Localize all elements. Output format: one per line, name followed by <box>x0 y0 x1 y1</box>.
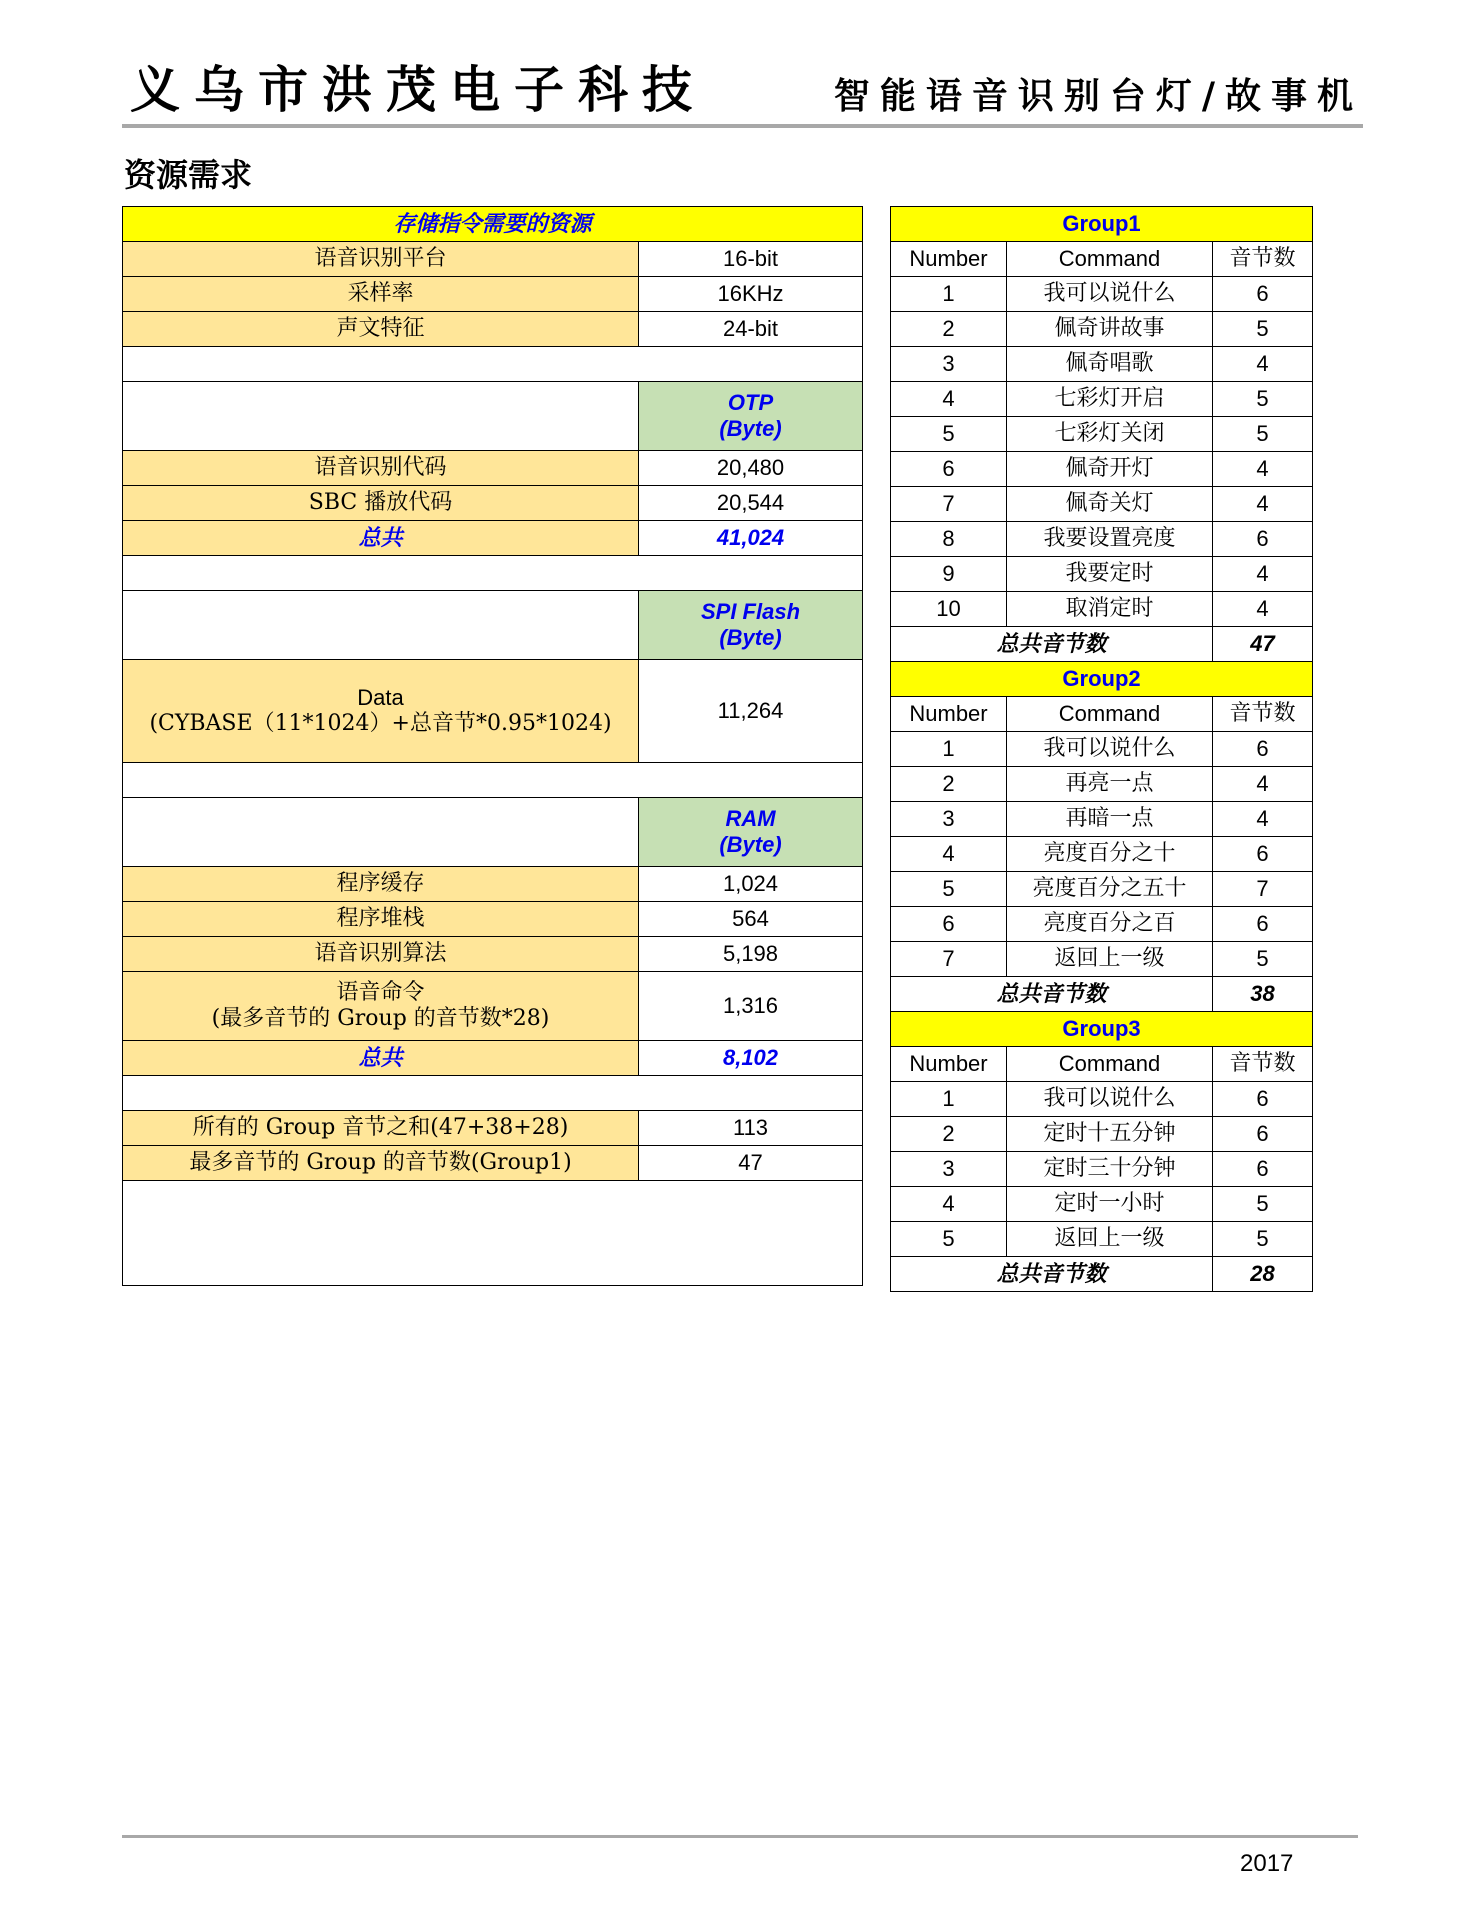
command-syllables: 6 <box>1213 907 1313 942</box>
spi-header-unit: (Byte) <box>719 625 782 650</box>
spi-data-formula: (CYBASE（11*1024）+总音节*0.95*1024) <box>149 711 612 736</box>
group-title: Group1 <box>891 207 1313 242</box>
command-number: 7 <box>891 487 1007 522</box>
group-total-label: 总共音节数 <box>891 627 1213 662</box>
voice-command-label <box>123 972 639 1041</box>
command-text: 我可以说什么 <box>1007 1082 1213 1117</box>
table-row <box>891 277 1313 312</box>
command-syllables: 4 <box>1213 592 1313 627</box>
table-row <box>891 767 1313 802</box>
ram-total-value: 8,102 <box>639 1041 863 1076</box>
blank-area-row <box>123 1181 863 1286</box>
spacer-row <box>123 347 863 382</box>
row-label: 语音识别算法 <box>123 937 639 972</box>
table-row <box>891 942 1313 977</box>
command-number: 5 <box>891 872 1007 907</box>
command-syllables: 4 <box>1213 767 1313 802</box>
command-text: 亮度百分之五十 <box>1007 872 1213 907</box>
otp-total-row <box>123 521 863 556</box>
command-syllables: 4 <box>1213 347 1313 382</box>
command-number: 1 <box>891 1082 1007 1117</box>
otp-total-label: 总共 <box>123 521 639 556</box>
group-title: Group2 <box>891 662 1313 697</box>
otp-header-title: OTP <box>727 390 774 415</box>
command-number: 2 <box>891 1117 1007 1152</box>
command-text: 返回上一级 <box>1007 942 1213 977</box>
command-text: 定时三十分钟 <box>1007 1152 1213 1187</box>
command-number: 3 <box>891 347 1007 382</box>
command-syllables: 6 <box>1213 732 1313 767</box>
group-header-row <box>891 242 1313 277</box>
command-text: 再亮一点 <box>1007 767 1213 802</box>
voice-command-row <box>123 972 863 1041</box>
header-command: Command <box>1007 242 1213 277</box>
max-group-value: 47 <box>639 1146 863 1181</box>
header-command: Command <box>1007 697 1213 732</box>
table-row <box>891 592 1313 627</box>
command-number: 5 <box>891 1222 1007 1257</box>
spacer-row <box>123 1076 863 1111</box>
header-syllables: 音节数 <box>1213 242 1313 277</box>
command-number: 10 <box>891 592 1007 627</box>
command-text: 佩奇唱歌 <box>1007 347 1213 382</box>
table-row <box>891 382 1313 417</box>
row-label: 声文特征 <box>123 312 639 347</box>
spi-data-label <box>123 660 639 763</box>
table-row <box>891 802 1313 837</box>
command-text: 佩奇关灯 <box>1007 487 1213 522</box>
spi-header-title: SPI Flash <box>700 599 801 624</box>
row-value: 20,544 <box>639 486 863 521</box>
table-row <box>123 1146 863 1181</box>
header-syllables: 音节数 <box>1213 697 1313 732</box>
command-number: 3 <box>891 802 1007 837</box>
row-label: SBC 播放代码 <box>123 486 639 521</box>
command-syllables: 6 <box>1213 1117 1313 1152</box>
ram-total-label: 总共 <box>123 1041 639 1076</box>
footer-divider <box>122 1835 1358 1838</box>
command-syllables: 5 <box>1213 942 1313 977</box>
ram-header-title: RAM <box>725 806 776 831</box>
command-text: 定时十五分钟 <box>1007 1117 1213 1152</box>
command-syllables: 4 <box>1213 487 1313 522</box>
group-total-row <box>891 1257 1313 1292</box>
command-number: 2 <box>891 312 1007 347</box>
command-number: 8 <box>891 522 1007 557</box>
group-title-row <box>891 207 1313 242</box>
command-syllables: 6 <box>1213 1152 1313 1187</box>
table-row <box>891 1117 1313 1152</box>
spacer-row <box>123 763 863 798</box>
ram-total-row <box>123 1041 863 1076</box>
spi-header-row <box>123 591 863 660</box>
command-syllables: 6 <box>1213 837 1313 872</box>
row-value: 16KHz <box>639 277 863 312</box>
command-number: 2 <box>891 767 1007 802</box>
command-text: 亮度百分之百 <box>1007 907 1213 942</box>
command-syllables: 4 <box>1213 802 1313 837</box>
command-syllables: 5 <box>1213 312 1313 347</box>
table-row <box>891 1187 1313 1222</box>
footer-year: 2017 <box>1240 1850 1294 1877</box>
table-row <box>891 522 1313 557</box>
command-text: 亮度百分之十 <box>1007 837 1213 872</box>
table-row <box>891 732 1313 767</box>
row-value: 20,480 <box>639 451 863 486</box>
voice-command-value: 1,316 <box>639 972 863 1041</box>
header-command: Command <box>1007 1047 1213 1082</box>
command-syllables: 7 <box>1213 872 1313 907</box>
row-value: 16-bit <box>639 242 863 277</box>
command-text: 定时一小时 <box>1007 1187 1213 1222</box>
header-number: Number <box>891 697 1007 732</box>
row-label: 程序缓存 <box>123 867 639 902</box>
table-row <box>891 1152 1313 1187</box>
command-number: 6 <box>891 907 1007 942</box>
otp-header-row <box>123 382 863 451</box>
group-total-label: 总共音节数 <box>891 1257 1213 1292</box>
group-header-row <box>891 697 1313 732</box>
spi-header <box>639 591 863 660</box>
command-text: 七彩灯开启 <box>1007 382 1213 417</box>
command-syllables: 5 <box>1213 1187 1313 1222</box>
command-text: 佩奇开灯 <box>1007 452 1213 487</box>
spi-data-value: 11,264 <box>639 660 863 763</box>
table-row <box>123 486 863 521</box>
command-text: 我可以说什么 <box>1007 732 1213 767</box>
command-text: 佩奇讲故事 <box>1007 312 1213 347</box>
sum-all-value: 113 <box>639 1111 863 1146</box>
ram-header-row <box>123 798 863 867</box>
group-total-row <box>891 627 1313 662</box>
group-title-row <box>891 662 1313 697</box>
table-row <box>123 902 863 937</box>
header-divider <box>122 124 1363 128</box>
command-text: 七彩灯关闭 <box>1007 417 1213 452</box>
command-number: 1 <box>891 277 1007 312</box>
table-row <box>891 312 1313 347</box>
command-syllables: 6 <box>1213 522 1313 557</box>
command-text: 我可以说什么 <box>1007 277 1213 312</box>
ram-header-unit: (Byte) <box>719 832 782 857</box>
resource-table <box>122 206 863 1286</box>
group-title-row <box>891 1012 1313 1047</box>
command-number: 4 <box>891 1187 1007 1222</box>
command-number: 6 <box>891 452 1007 487</box>
spi-data-row <box>123 660 863 763</box>
ram-header <box>639 798 863 867</box>
voice-command-title: 语音命令 <box>336 980 425 1005</box>
table-row <box>123 1111 863 1146</box>
command-number: 7 <box>891 942 1007 977</box>
row-label: 程序堆栈 <box>123 902 639 937</box>
sum-all-label: 所有的 Group 音节之和(47+38+28) <box>123 1111 639 1146</box>
command-number: 4 <box>891 382 1007 417</box>
table-row <box>891 872 1313 907</box>
command-text: 返回上一级 <box>1007 1222 1213 1257</box>
spacer-row <box>123 556 863 591</box>
product-name: 智能语音识别台灯/故事机 <box>833 75 1363 117</box>
table-row <box>123 937 863 972</box>
command-number: 5 <box>891 417 1007 452</box>
command-syllables: 5 <box>1213 382 1313 417</box>
command-number: 4 <box>891 837 1007 872</box>
group-total-value: 38 <box>1213 977 1313 1012</box>
command-syllables: 6 <box>1213 1082 1313 1117</box>
command-syllables: 6 <box>1213 277 1313 312</box>
command-syllables: 4 <box>1213 557 1313 592</box>
row-label: 语音识别平台 <box>123 242 639 277</box>
resource-table-title: 存储指令需要的资源 <box>123 207 863 242</box>
command-syllables: 5 <box>1213 417 1313 452</box>
row-value: 564 <box>639 902 863 937</box>
command-syllables: 5 <box>1213 1222 1313 1257</box>
table-row <box>891 487 1313 522</box>
command-syllables: 4 <box>1213 452 1313 487</box>
command-number: 1 <box>891 732 1007 767</box>
table-row <box>123 242 863 277</box>
group-title: Group3 <box>891 1012 1313 1047</box>
table-title-row <box>123 207 863 242</box>
table-row <box>123 451 863 486</box>
table-row <box>891 417 1313 452</box>
row-value: 1,024 <box>639 867 863 902</box>
command-number: 9 <box>891 557 1007 592</box>
max-group-label: 最多音节的 Group 的音节数(Group1) <box>123 1146 639 1181</box>
group-total-value: 47 <box>1213 627 1313 662</box>
spi-data-title: Data <box>357 685 404 710</box>
header-number: Number <box>891 1047 1007 1082</box>
section-title: 资源需求 <box>124 156 253 194</box>
group-total-row <box>891 977 1313 1012</box>
group-header-row <box>891 1047 1313 1082</box>
command-number: 3 <box>891 1152 1007 1187</box>
table-row <box>891 347 1313 382</box>
table-row <box>123 867 863 902</box>
group-total-value: 28 <box>1213 1257 1313 1292</box>
table-row <box>891 837 1313 872</box>
company-name: 义乌市洪茂电子科技 <box>130 60 706 119</box>
table-row <box>891 452 1313 487</box>
voice-command-formula: (最多音节的 Group 的音节数*28) <box>211 1006 550 1031</box>
table-row <box>891 557 1313 592</box>
row-label: 语音识别代码 <box>123 451 639 486</box>
command-text: 我要设置亮度 <box>1007 522 1213 557</box>
command-groups-table <box>890 206 1313 1292</box>
table-row <box>123 277 863 312</box>
table-row <box>123 312 863 347</box>
header-number: Number <box>891 242 1007 277</box>
row-label: 采样率 <box>123 277 639 312</box>
otp-header <box>639 382 863 451</box>
row-value: 24-bit <box>639 312 863 347</box>
command-text: 取消定时 <box>1007 592 1213 627</box>
command-text: 我要定时 <box>1007 557 1213 592</box>
otp-header-unit: (Byte) <box>719 416 782 441</box>
table-row <box>891 1222 1313 1257</box>
header-syllables: 音节数 <box>1213 1047 1313 1082</box>
table-row <box>891 1082 1313 1117</box>
row-value: 5,198 <box>639 937 863 972</box>
command-text: 再暗一点 <box>1007 802 1213 837</box>
group-total-label: 总共音节数 <box>891 977 1213 1012</box>
table-row <box>891 907 1313 942</box>
otp-total-value: 41,024 <box>639 521 863 556</box>
